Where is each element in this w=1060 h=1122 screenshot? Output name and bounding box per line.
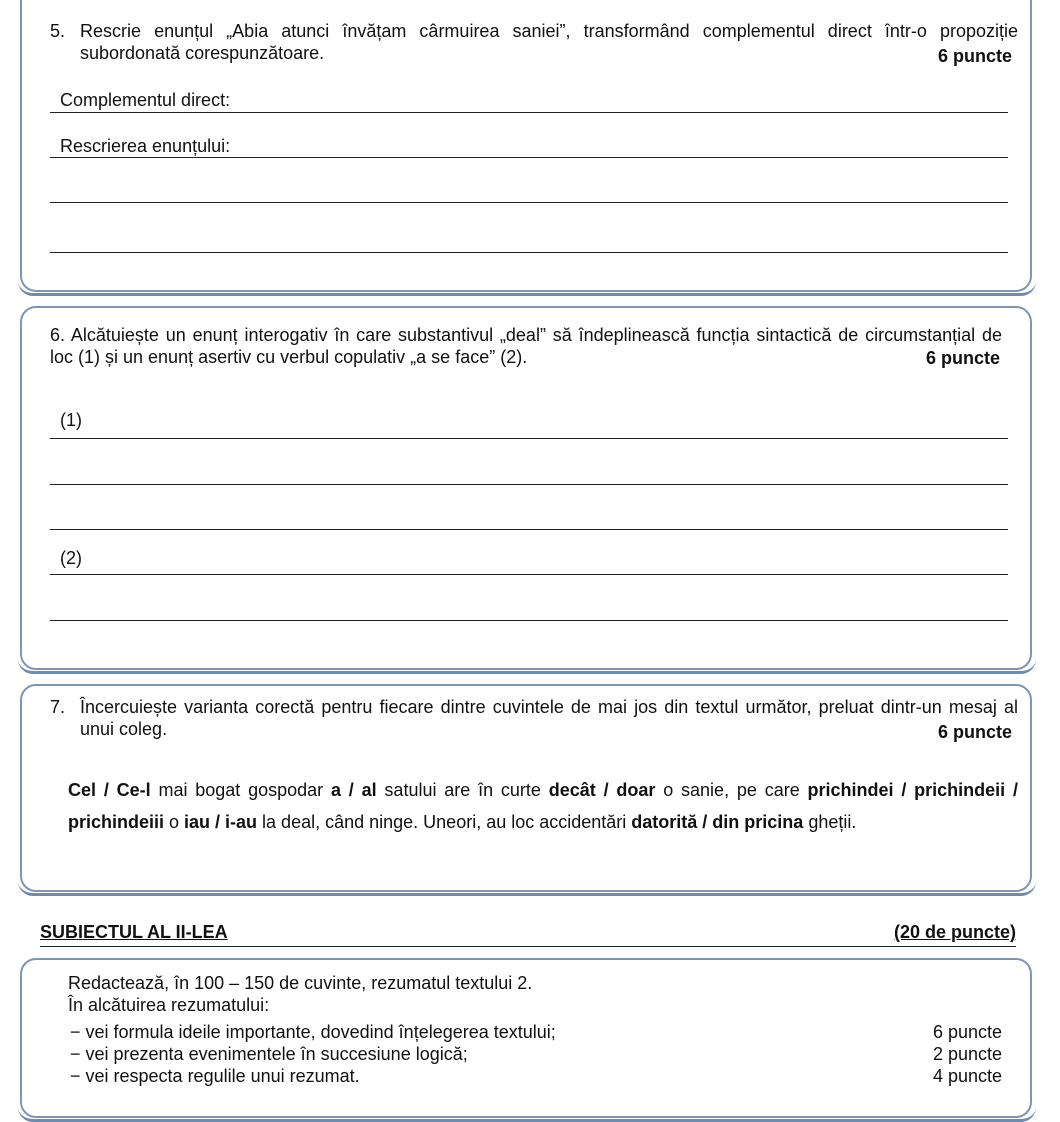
q5-label-rewrite: Rescrierea enunțului:: [60, 136, 231, 156]
q7-option-4[interactable]: prichindei / prichindeii / prichindeiii: [68, 780, 1018, 832]
q7-text-2: satului are în curte: [376, 780, 549, 800]
q6-prompt-text: 6. Alcătuiește un enunț interogativ în care substantivul „deal” să îndeplinească funcția sintactică de circumstanțial de loc (1) și un enunț asertiv cu verbul copulativ „a se face” (2).: [50, 325, 1002, 367]
q5-prompt: [80, 20, 1018, 64]
q7-number: 7.: [50, 697, 66, 717]
q5-points: 6 puncte: [937, 46, 1012, 66]
q7-text-5: la deal, când ninge. Uneori, au loc accidentări: [257, 812, 632, 832]
q6-prompt: [50, 324, 1002, 368]
q6-label-2: (2): [60, 548, 82, 568]
criterion-text: − vei respecta regulile unui rezumat.: [70, 1066, 360, 1086]
q5-number: 5.: [50, 21, 66, 41]
q6-answer-line-1[interactable]: [50, 438, 1008, 439]
q6-answer-line-5[interactable]: [50, 620, 1008, 621]
subject-2-points: (20 de puncte): [893, 922, 1016, 942]
q7-text-3: o sanie, pe care: [655, 780, 808, 800]
q7-option-1[interactable]: Cel / Ce-l: [68, 780, 151, 800]
q7-option-3[interactable]: decât / doar: [548, 780, 656, 800]
q7-option-2[interactable]: a / al: [330, 780, 377, 800]
criterion-points: 6 puncte: [932, 1022, 1002, 1042]
q5-prompt-text: Rescrie enunțul „Abia atunci învățam cârmuirea saniei”, transformând complementul direct într-o propoziție subordonată corespunzătoare.: [80, 21, 1018, 63]
criterion-text: − vei formula ideile importante, dovedind înțelegerea textului;: [70, 1022, 556, 1042]
criterion-text: − vei prezenta evenimentele în succesiune logică;: [70, 1044, 468, 1064]
question-6-box: [20, 306, 1032, 670]
subject-2-criterion: [70, 1066, 1002, 1088]
q5-answer-line-2[interactable]: [50, 157, 1008, 158]
subject-2-criterion: [70, 1022, 1002, 1044]
q5-answer-line-4[interactable]: [50, 252, 1008, 253]
q7-text-6: gheții.: [803, 812, 857, 832]
q7-option-6[interactable]: datorită / din pricina: [631, 812, 804, 832]
subject-2-box: [20, 958, 1032, 1118]
q6-points: 6 puncte: [925, 348, 1000, 368]
question-5-box: [20, 0, 1032, 292]
q5-answer-line-3[interactable]: [50, 202, 1008, 203]
q7-text-4: o: [164, 812, 185, 832]
subject-2-line-1: Redactează, în 100 – 150 de cuvinte, rezumatul textului 2.: [68, 973, 533, 993]
q6-label-1: (1): [60, 410, 82, 430]
q5-label-direct-object: Complementul direct:: [60, 90, 231, 110]
subject-2-line-2: În alcătuirea rezumatului:: [68, 995, 270, 1015]
q7-prompt-text: Încercuiește varianta corectă pentru fiecare dintre cuvintele de mai jos din textul următor, preluat dintr-un mesaj al unui coleg.: [80, 697, 1018, 739]
criterion-points: 4 puncte: [932, 1066, 1002, 1086]
q6-answer-line-3[interactable]: [50, 529, 1008, 530]
subject-2-heading: [40, 922, 1016, 947]
q6-answer-line-2[interactable]: [50, 484, 1008, 485]
question-7-box: [20, 684, 1032, 892]
subject-2-title: SUBIECTUL AL II-LEA: [40, 922, 228, 942]
q5-answer-line-1[interactable]: [50, 112, 1008, 113]
q7-points: 6 puncte: [937, 722, 1012, 742]
q7-passage: [68, 774, 1018, 838]
q7-text-1: mai bogat gospodar: [150, 780, 331, 800]
q7-option-5[interactable]: iau / i-au: [184, 812, 258, 832]
q6-answer-line-4[interactable]: [50, 574, 1008, 575]
criterion-points: 2 puncte: [932, 1044, 1002, 1064]
q7-prompt: [80, 696, 1018, 740]
subject-2-criterion: [70, 1044, 1002, 1066]
